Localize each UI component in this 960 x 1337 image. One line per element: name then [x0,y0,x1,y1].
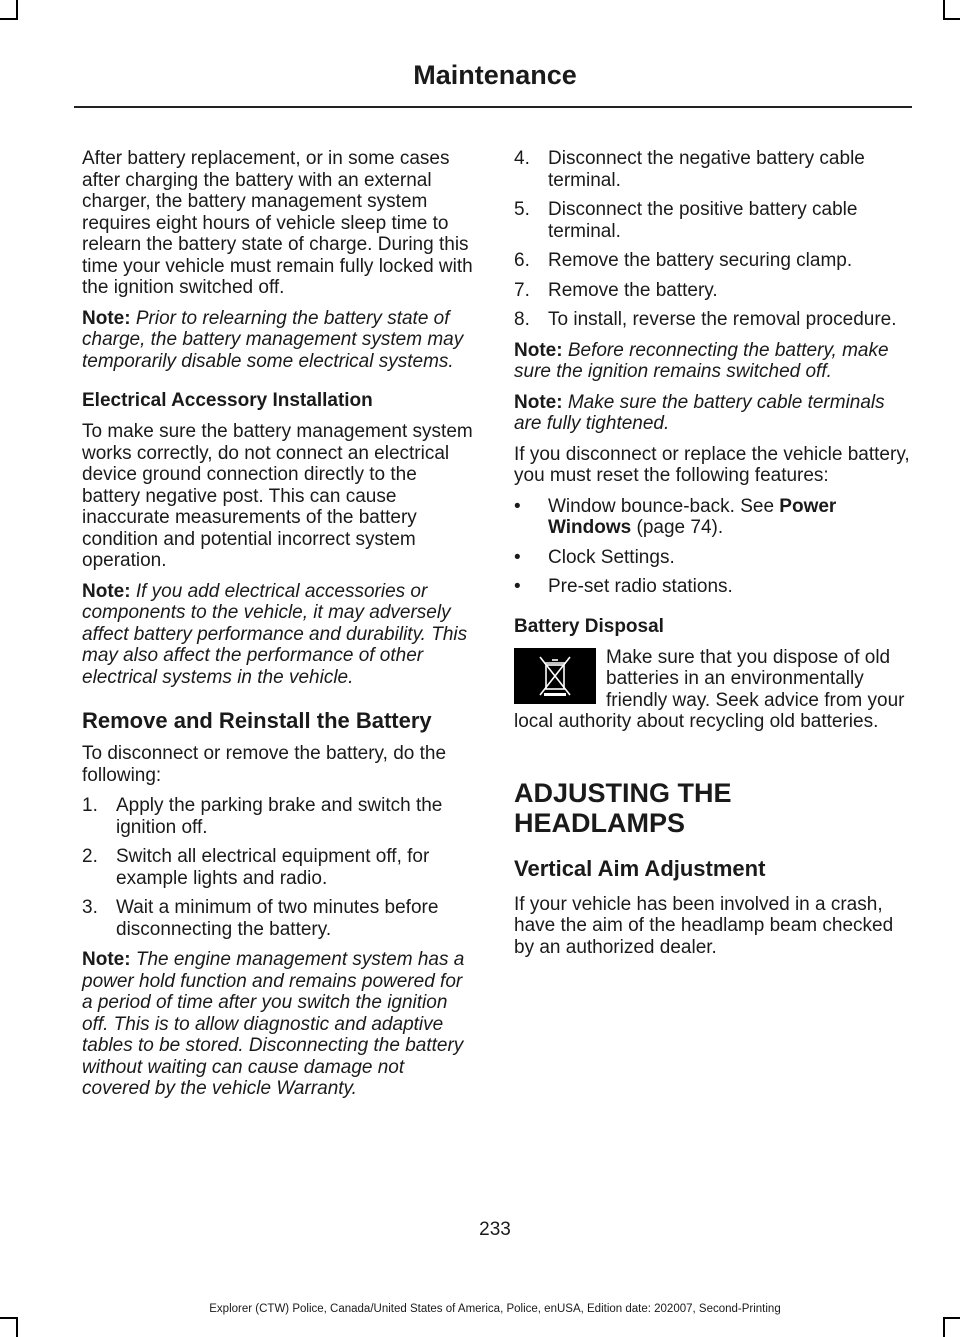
note-label: Note: [82,580,131,602]
accessory-paragraph: To make sure the battery management system works correctly, do not connect an electrical device ground connection directly to the battery negative post. This can cause inaccurate measurements of the battery condition and potential incorrect system operation. [82,421,473,571]
crop-mark [0,18,18,20]
step-text: Disconnect the negative battery cable terminal. [548,148,865,191]
bullet-text: Pre-set radio stations. [548,576,733,597]
bullet-prefix: Window bounce-back. See [548,495,780,517]
step-text: Remove the battery securing clamp. [548,250,853,271]
note-power-hold [82,949,474,1100]
remove-intro: To disconnect or remove the battery, do the following: [82,743,447,786]
note-label: Note: [82,949,131,970]
step-text: Remove the battery. [548,279,718,301]
crop-mark [943,18,960,20]
crop-mark [943,0,945,20]
list-item [514,576,910,598]
step-number: 3. [82,897,98,918]
page-title: Maintenance [413,60,577,90]
note-text: If you add electrical accessories or components to the vehicle, it may adversely affect battery performance and durability. This may also affect the performance of other electrical systems in the vehicle. [82,580,468,688]
note-label: Note: [514,391,563,413]
step-number: 6. [514,250,530,271]
remove-heading: Remove and Reinstall the Battery [82,708,432,733]
step-text: Disconnect the positive battery cable terminal. [548,199,858,242]
vertical-aim-paragraph: If your vehicle has been involved in a crash, have the aim of the headlamp beam checked by an authorized dealer. [514,893,894,958]
step-number: 7. [514,279,530,301]
list-item [514,148,910,191]
note-text: Prior to relearning the battery state of charge, the battery management system may temporarily disable some electrical systems. [82,307,464,372]
disposal-heading: Battery Disposal [514,615,664,637]
right-column [514,148,910,967]
accessory-heading: Electrical Accessory Installation [82,390,373,411]
list-item [82,897,474,940]
power-windows-link[interactable]: Power Windows [548,495,837,538]
steps-list-right [514,148,910,331]
crop-mark [943,1317,945,1337]
note-text: Before reconnecting the battery, make sure the ignition remains switched off. [514,339,889,382]
reset-features-list [514,496,910,598]
steps-list-left [82,795,474,940]
step-text: To install, reverse the removal procedure. [548,309,897,330]
reset-intro: If you disconnect or replace the vehicle battery, you must reset the following features: [514,443,910,486]
crop-mark [16,0,18,20]
note-label: Note: [82,307,131,329]
bullet-suffix: (page 74). [631,517,724,538]
section-heading: ADJUSTING THE HEADLAMPS [514,777,732,838]
step-number: 4. [514,148,530,169]
intro-paragraph: After battery replacement, or in some cases after charging the battery with an external charger, the battery management system requires eight hours of vehicle sleep time to relearn the battery state of charge. During this time your vehicle must remain fully locked with the ignition switched off. [82,148,473,298]
recycle-bin-crossed-icon [514,648,596,704]
list-item [514,199,910,242]
bullet-text: Clock Settings. [548,546,675,568]
step-number: 1. [82,795,98,816]
crop-mark [0,1317,18,1319]
left-column [82,148,474,1109]
step-number: 5. [514,199,530,220]
list-item [514,250,910,272]
footer-text: Explorer (CTW) Police, Canada/United States of America, Police, enUSA, Edition date: 202007, Second-Printing [209,1303,781,1315]
vertical-aim-heading: Vertical Aim Adjustment [514,855,766,881]
disposal-block [514,647,910,742]
note-accessories [82,581,474,689]
list-item [82,795,474,838]
list-item [514,309,910,331]
page-number: 233 [479,1219,511,1240]
step-number: 2. [82,846,98,867]
list-item [514,496,910,539]
step-text: Wait a minimum of two minutes before disconnecting the battery. [116,897,439,940]
bullet-marker: • [514,546,521,568]
crop-mark [16,1317,18,1337]
list-item [82,846,474,889]
note-terminals [514,392,910,435]
step-text: Switch all electrical equipment off, for example lights and radio. [116,846,430,889]
note-text: Make sure the battery cable terminals are fully tightened. [514,391,885,434]
note-label: Note: [514,339,563,361]
note-reconnect [514,340,910,383]
step-number: 8. [514,309,530,330]
header-divider [74,106,912,108]
note-text: The engine management system has a power hold function and remains powered for a period of time after you switch the ignition off. This is to allow diagnostic and adaptive tables to be stored. Disconnecting the battery without waiting can cause damage not covered by the vehicle Warranty. [82,949,465,1099]
list-item [514,547,910,569]
bullet-marker: • [514,576,521,597]
note-relearn [82,308,474,373]
bullet-marker: • [514,495,521,517]
list-item [514,280,910,302]
step-text: Apply the parking brake and switch the ignition off. [116,795,443,838]
disposal-paragraph: Make sure that you dispose of old batteries in an environmentally friendly way. Seek advice from your local authority about recycling old batteries. [514,646,905,732]
crop-mark [943,1317,960,1319]
